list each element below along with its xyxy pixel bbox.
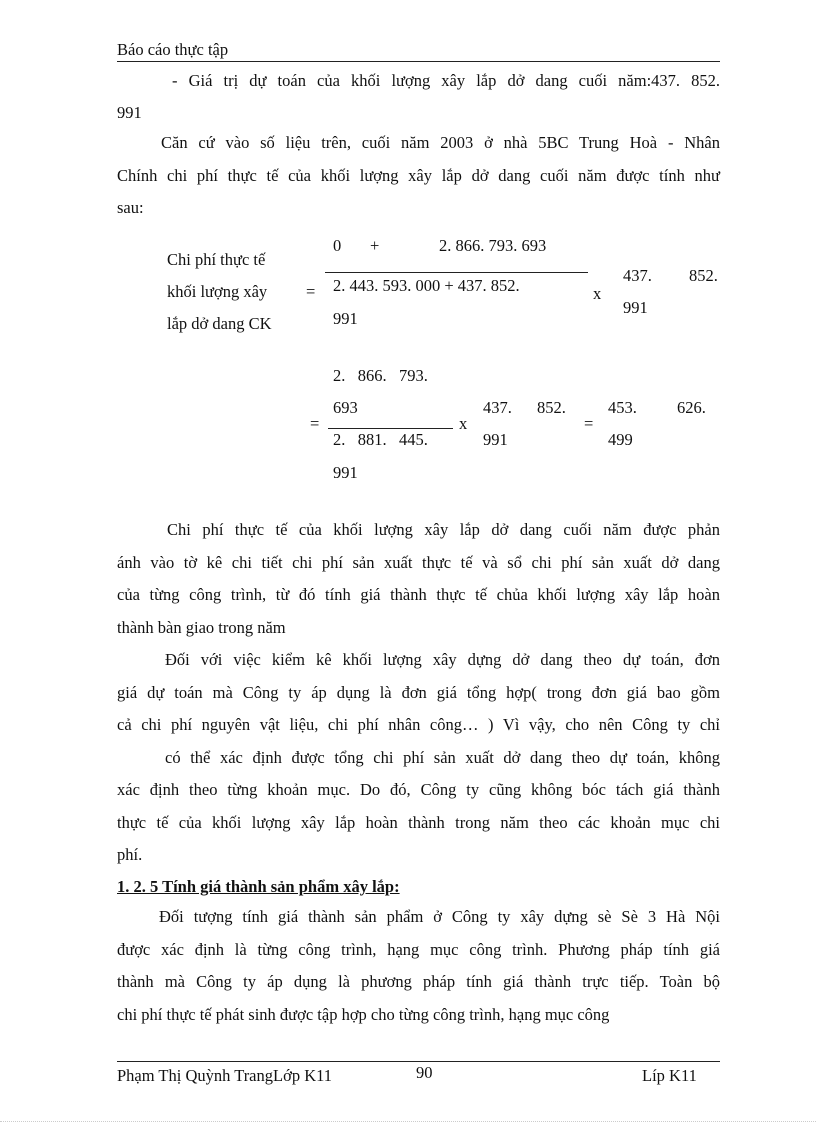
formula-1-label-line: lắp dở dang CK — [167, 314, 272, 333]
formula-2-numerator-line-1: 2. 866. 793. — [333, 366, 428, 385]
paragraph-3-line: cả chi phí nguyên vật liệu, chi phí nhân công… ) Vì vậy, cho nên Công ty chỉ — [117, 715, 720, 734]
formula-1-multiplier-b: 852. — [689, 266, 718, 285]
formula-2-multiplier-b: 852. — [537, 398, 566, 417]
paragraph-4-line: được xác định là từng công trình, hạng mục công trình. Phương pháp tính giá — [117, 939, 720, 959]
formula-2-multiplier-c: 991 — [483, 430, 508, 449]
paragraph-2-line: thành bàn giao trong năm — [117, 617, 286, 637]
paragraph-2-line: Chi phí thực tế của khối lượng xây lắp dở dang cuối năm được phản — [167, 520, 720, 539]
intro-line-1: - Giá trị dự toán của khối lượng xây lắp dở dang cuối năm:437. 852. — [172, 71, 720, 90]
intro-line-2: 991 — [117, 103, 142, 122]
formula-2-result-b: 626. — [677, 398, 706, 417]
footer-class: Líp K11 — [642, 1066, 697, 1085]
formula-2-equals-result: = — [584, 414, 594, 433]
header-title: Báo cáo thực tập — [117, 40, 229, 59]
formula-1-numerator-a: 0 — [333, 236, 342, 255]
formula-1-denominator-line-2: 991 — [333, 309, 358, 328]
formula-1-numerator-plus: + — [370, 236, 380, 255]
formula-1-label-line: Chi phí thực tế — [167, 250, 266, 269]
page-bottom-border — [0, 1121, 816, 1122]
formula-2-times: x — [459, 414, 468, 433]
paragraph-1-line: sau: — [117, 198, 144, 217]
formula-2-equals: = — [310, 414, 320, 433]
header-rule — [117, 61, 720, 62]
paragraph-4-line: chi phí thực tế phát sinh được tập hợp cho từng công trình, hạng mục công — [117, 1004, 610, 1024]
formula-2-result-c: 499 — [608, 430, 633, 449]
formula-2-denominator-line-1: 2. 881. 445. — [333, 430, 428, 449]
formula-1-times: x — [593, 284, 602, 303]
formula-1-denominator-line-1: 2. 443. 593. 000 + 437. 852. — [333, 276, 520, 295]
paragraph-2-line: của từng công trình, từ đó tính giá thành thực tế chủa khối lượng xây lắp hoàn — [117, 585, 720, 604]
footer-author: Phạm Thị Quỳnh TrangLớp K11 — [117, 1066, 332, 1085]
formula-1-multiplier-c: 991 — [623, 298, 648, 317]
paragraph-3-line: thực tế của khối lượng xây lắp hoàn thành trong năm theo các khoản mục chi — [117, 812, 720, 832]
formula-2-denominator-line-2: 991 — [333, 463, 358, 482]
paragraph-3-line: xác định theo từng khoản mục. Do đó, Công ty cũng không bóc tách giá thành — [117, 780, 720, 799]
paragraph-1 — [117, 127, 720, 225]
formula-1-multiplier-a: 437. — [623, 266, 652, 285]
paragraph-3-line: phí. — [117, 845, 143, 864]
paragraph-3-line: giá dự toán mà Công ty áp dụng là đơn giá tổng hợp( trong đơn giá bao gồm — [117, 682, 720, 702]
paragraph-1-line: Chính chi phí thực tế của khối lượng xây lắp dở dang cuối năm được tính như — [117, 165, 720, 185]
section-heading: 1. 2. 5 Tính giá thành sản phẩm xây lắp: — [117, 877, 400, 896]
formula-1-numerator-b: 2. 866. 793. 693 — [439, 236, 547, 255]
formula-1-label-line: khối lượng xây — [167, 282, 268, 301]
formula-2-numerator-line-2: 693 — [333, 398, 358, 417]
formula-2-fraction-bar — [328, 428, 453, 429]
paragraph-2 — [117, 514, 720, 644]
formula-2-result-a: 453. — [608, 398, 637, 417]
formula-1-fraction-bar — [325, 272, 588, 273]
paragraph-2-line: ánh vào tờ kê chi tiết chi phí sản xuất thực tế và sổ chi phí sản xuất dở dang — [117, 552, 720, 572]
formula-1-equals: = — [306, 282, 316, 301]
paragraph-1-line: Căn cứ vào số liệu trên, cuối năm 2003 ở nhà 5BC Trung Hoà - Nhân — [161, 133, 720, 152]
paragraph-4 — [117, 901, 720, 1031]
page-number: 90 — [416, 1063, 433, 1082]
paragraph-3-line: có thể xác định được tổng chi phí sản xuất dở dang theo dự toán, không — [165, 747, 720, 767]
paragraph-4-line: thành mà Công ty áp dụng là phương pháp tính giá thành trực tiếp. Toàn bộ — [117, 972, 720, 991]
formula-2-multiplier-a: 437. — [483, 398, 512, 417]
footer-rule — [117, 1061, 720, 1062]
paragraph-3-line: Đối với việc kiểm kê khối lượng xây dựng dở dang theo dự toán, đơn — [165, 650, 720, 669]
paragraph-3 — [117, 644, 720, 872]
paragraph-4-line: Đối tượng tính giá thành sản phẩm ở Công ty xây dựng sè Sè 3 Hà Nội — [159, 907, 720, 926]
